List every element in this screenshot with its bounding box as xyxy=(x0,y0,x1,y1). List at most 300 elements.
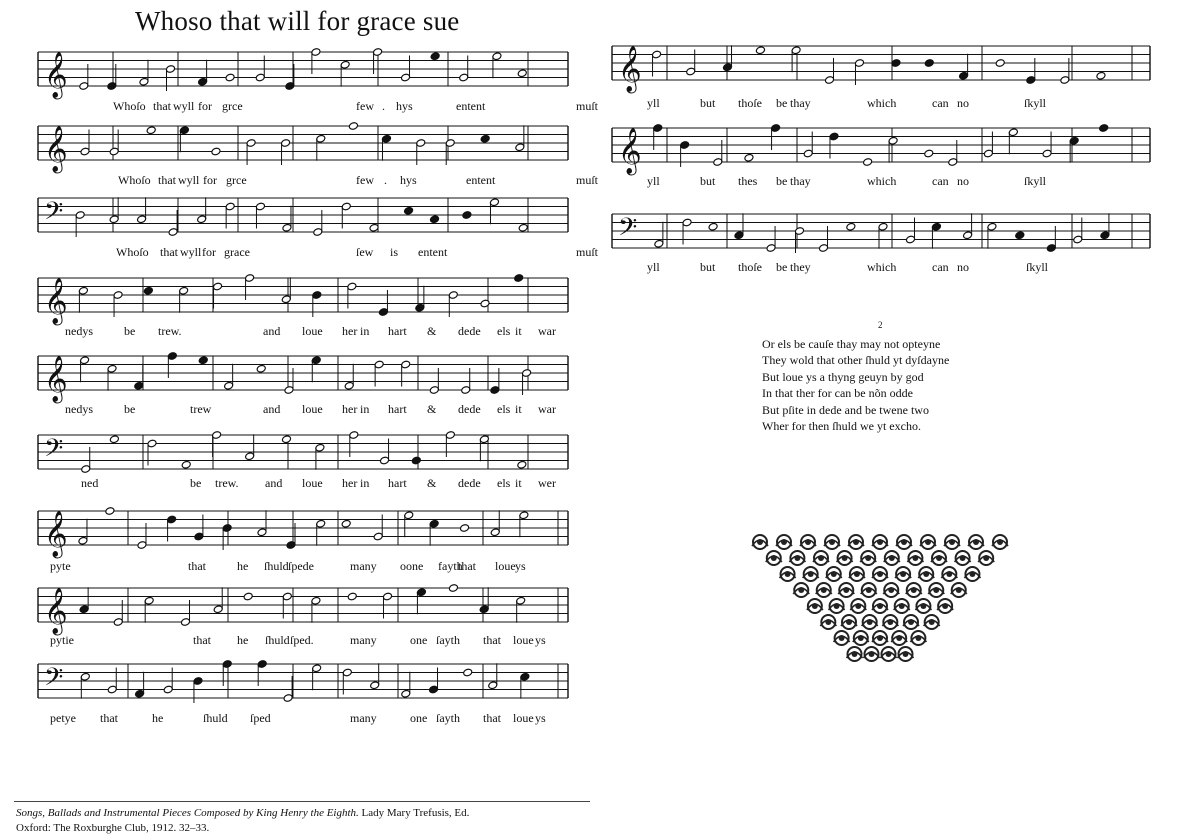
lyric-syllable: wyll xyxy=(173,99,195,113)
ornament-swirl xyxy=(882,615,898,629)
ornament-swirl xyxy=(955,551,971,565)
ornament-swirl xyxy=(829,599,845,613)
note xyxy=(462,211,472,220)
lyric-syllable: grce xyxy=(222,99,243,113)
lyric-syllable: trew. xyxy=(158,324,182,338)
note xyxy=(520,672,530,698)
note xyxy=(1100,213,1110,239)
clef-icon: 𝄞 xyxy=(44,356,68,402)
system-4-voice-2-staff xyxy=(612,126,1150,174)
clef-icon: 𝄞 xyxy=(44,511,68,557)
ornament-swirl xyxy=(826,567,842,581)
lyric-syllable: ſew xyxy=(356,245,374,259)
note xyxy=(516,596,526,622)
verse-line: Or els be cauſe thay may not opteyne xyxy=(762,337,941,351)
note xyxy=(492,52,502,78)
lyric-syllable: els xyxy=(497,402,511,416)
lyric-syllable: thay xyxy=(790,174,811,188)
note xyxy=(479,587,489,613)
note xyxy=(1069,136,1079,162)
citation-publisher: Oxford: The Roxburghe Club, 1912. 32–33. xyxy=(16,822,210,834)
ornament-swirl xyxy=(931,551,947,565)
lyric-syllable: hart xyxy=(388,476,407,490)
note xyxy=(381,134,391,160)
note xyxy=(348,122,358,131)
citation xyxy=(16,806,469,836)
lyric-syllable: one xyxy=(410,633,428,647)
lyric-syllable: her xyxy=(342,402,358,416)
lyric-syllable: trew. xyxy=(215,476,239,490)
lyric-syllable: that xyxy=(193,633,211,647)
lyric-syllable: can xyxy=(932,174,949,188)
lyric-syllable: thoſe xyxy=(738,96,762,110)
note xyxy=(518,223,528,232)
system-1-voice-1-staff xyxy=(38,50,568,98)
lyric-syllable: that xyxy=(458,559,476,573)
ornament-swirl xyxy=(906,583,922,597)
lyric-syllable: grce xyxy=(226,173,247,187)
system-1-voice-2-staff xyxy=(38,124,568,172)
note xyxy=(370,663,380,689)
lyric-syllable: be xyxy=(124,402,136,416)
note xyxy=(256,364,266,373)
clef-icon: 𝄢 xyxy=(44,197,64,232)
note xyxy=(416,588,426,614)
clef-icon: 𝄞 xyxy=(44,278,68,324)
note xyxy=(243,592,253,601)
lyric-syllable: oone xyxy=(400,559,424,573)
note xyxy=(78,519,88,545)
note xyxy=(517,69,527,78)
note xyxy=(488,663,498,689)
clef-icon: 𝄢 xyxy=(44,663,64,698)
lyric-syllable: entent xyxy=(418,245,448,259)
note xyxy=(515,125,525,151)
system-4-voice-1-staff xyxy=(612,44,1150,92)
note xyxy=(924,59,934,68)
ornament-swirl xyxy=(881,647,897,661)
ornament-swirl xyxy=(928,583,944,597)
system-4-voice-3-lyrics xyxy=(612,260,1150,276)
lyric-syllable: dede xyxy=(458,324,481,338)
note xyxy=(143,286,153,295)
ornament-swirl xyxy=(853,631,869,645)
lyric-syllable: and xyxy=(263,324,281,338)
ornament-swirl xyxy=(793,583,809,597)
note xyxy=(430,52,440,61)
lyric-syllable: ſkyll xyxy=(1026,260,1049,274)
lyric-syllable: & xyxy=(427,476,437,490)
lyric-syllable: trew xyxy=(190,402,212,416)
lyric-syllable: wyll xyxy=(180,245,202,259)
lyric-syllable: hart xyxy=(388,402,407,416)
ornament-swirl xyxy=(937,599,953,613)
lyric-syllable: hart xyxy=(388,324,407,338)
lyric-syllable: dede xyxy=(458,402,481,416)
system-2-voice-2-staff xyxy=(38,354,568,402)
lyric-syllable: many xyxy=(350,711,377,725)
lyric-syllable: he xyxy=(237,559,249,573)
lyric-syllable: ſhuld xyxy=(203,711,228,725)
lyric-syllable: no xyxy=(957,96,969,110)
note xyxy=(316,134,326,160)
ornament-swirl xyxy=(884,551,900,565)
lyric-syllable: loue xyxy=(513,633,534,647)
ornament-swirl xyxy=(872,599,888,613)
note xyxy=(341,519,351,528)
note xyxy=(311,356,321,382)
lyric-syllable: for xyxy=(202,245,216,259)
system-2-voice-3-staff xyxy=(38,433,568,471)
ornament-swirl xyxy=(766,551,782,565)
note xyxy=(257,510,267,536)
clef-icon: 𝄢 xyxy=(44,434,64,469)
lyric-syllable: muſt xyxy=(576,245,599,259)
lyric-syllable: many xyxy=(350,633,377,647)
lyric-syllable: one xyxy=(410,711,428,725)
ornament-swirl xyxy=(776,535,792,549)
note xyxy=(490,510,500,536)
system-3-voice-1-lyrics xyxy=(38,559,568,575)
lyric-syllable: hys xyxy=(396,99,413,113)
ornament-swirl xyxy=(872,567,888,581)
lyric-syllable: be xyxy=(124,324,136,338)
lyric-syllable: that xyxy=(483,711,501,725)
lyric-syllable: yll xyxy=(647,96,660,110)
verse-line: They wold that other ſhuld yt dyſdayne xyxy=(762,353,950,368)
note xyxy=(198,356,208,365)
note xyxy=(80,356,90,382)
lyric-syllable: which xyxy=(867,96,897,110)
lyric-syllable: entent xyxy=(466,173,496,187)
lyric-syllable: that xyxy=(153,99,171,113)
lyric-syllable: in xyxy=(360,402,370,416)
note xyxy=(1008,128,1018,154)
ornament-swirl xyxy=(816,583,832,597)
ornament-swirl xyxy=(968,535,984,549)
ornament-swirl xyxy=(894,599,910,613)
lyric-syllable: but xyxy=(700,96,716,110)
decorative-ornament xyxy=(748,532,1012,676)
ornament-swirl xyxy=(807,599,823,613)
lyric-syllable: wyll xyxy=(178,173,200,187)
lyric-syllable: els xyxy=(497,476,511,490)
note xyxy=(281,435,291,444)
note xyxy=(931,222,941,248)
ornament-swirl xyxy=(841,615,857,629)
ornament-swirl xyxy=(850,599,866,613)
note xyxy=(213,587,223,613)
lyric-syllable: but xyxy=(700,260,716,274)
system-3-voice-3-lyrics xyxy=(38,711,568,727)
note xyxy=(197,197,207,223)
note xyxy=(846,222,856,231)
note xyxy=(519,511,529,537)
ornament-swirl xyxy=(896,535,912,549)
lyric-syllable: loue xyxy=(302,476,323,490)
note xyxy=(311,596,321,622)
note xyxy=(404,206,414,215)
note xyxy=(78,286,88,312)
clef-icon: 𝄢 xyxy=(618,213,638,248)
ornament-swirl xyxy=(813,551,829,565)
clef-icon: 𝄞 xyxy=(618,128,642,174)
note xyxy=(415,286,425,312)
ornament-swirl xyxy=(752,535,768,549)
ornament-swirl xyxy=(872,631,888,645)
lyric-syllable: be xyxy=(190,476,202,490)
system-1-voice-1-lyrics xyxy=(38,99,599,115)
system-3-voice-3-staff xyxy=(38,662,568,700)
note xyxy=(987,222,997,248)
ornament-swirl xyxy=(903,615,919,629)
lyric-syllable: few xyxy=(356,99,374,113)
ornament-swirl xyxy=(910,631,926,645)
lyric-syllable: for xyxy=(198,99,212,113)
citation-editor: Lady Mary Trefusis, Ed. xyxy=(361,807,470,819)
note xyxy=(708,222,718,231)
system-3-voice-2-staff xyxy=(38,586,568,634)
system-3-voice-1-staff xyxy=(38,509,568,557)
note xyxy=(109,197,119,223)
ornament-swirl xyxy=(895,567,911,581)
ornament-swirl xyxy=(872,535,888,549)
note xyxy=(137,197,147,223)
system-2-voice-1-staff xyxy=(38,276,568,324)
ornament-swirl xyxy=(861,583,877,597)
lyric-syllable: ſhuld xyxy=(265,633,290,647)
lyric-syllable: ſayth xyxy=(436,711,460,725)
lyric-syllable: thoſe xyxy=(738,260,762,274)
lyric-syllable: nedys xyxy=(65,324,93,338)
verse-line: But loue ys a thyng geuyn by god xyxy=(762,369,924,384)
note xyxy=(225,73,235,82)
lyric-syllable: muſt xyxy=(576,99,599,113)
lyric-syllable: Whoſo xyxy=(116,245,149,259)
note xyxy=(480,299,490,308)
lyric-syllable: loue xyxy=(302,402,323,416)
note xyxy=(480,134,490,143)
lyric-syllable: ſpede xyxy=(288,559,314,573)
ornament-swirl xyxy=(915,599,931,613)
citation-rule xyxy=(14,801,590,802)
note xyxy=(245,434,255,460)
note xyxy=(224,364,234,390)
ornament-swirl xyxy=(803,567,819,581)
lyric-syllable: . xyxy=(382,99,385,113)
lyric-syllable: he xyxy=(237,633,249,647)
note xyxy=(723,45,733,71)
lyric-syllable: it xyxy=(515,476,522,490)
lyric-syllable: loue xyxy=(513,711,534,725)
ornament-swirl xyxy=(838,583,854,597)
note xyxy=(517,460,527,469)
lyric-syllable: els xyxy=(497,324,511,338)
lyric-syllable: ſayth xyxy=(436,633,460,647)
ornament-swirl xyxy=(824,535,840,549)
lyric-syllable: it xyxy=(515,402,522,416)
ornament-swirl xyxy=(944,535,960,549)
note xyxy=(744,153,754,162)
lyric-syllable: petye xyxy=(50,711,76,725)
clef-icon: 𝄞 xyxy=(44,588,68,634)
system-1-voice-2-lyrics xyxy=(38,173,599,189)
lyric-syllable: it xyxy=(515,324,522,338)
lyric-syllable: and xyxy=(265,476,283,490)
note xyxy=(135,672,145,698)
note xyxy=(429,519,439,545)
lyric-syllable: no xyxy=(957,174,969,188)
note xyxy=(878,222,888,248)
lyric-syllable: her xyxy=(342,476,358,490)
verse-number: 2 xyxy=(878,320,883,330)
note xyxy=(755,46,765,55)
note xyxy=(134,364,144,390)
note xyxy=(315,443,325,469)
note xyxy=(312,664,322,690)
note xyxy=(79,587,89,613)
verse-line: In that ther for can be nõn odde xyxy=(762,386,913,401)
note xyxy=(316,519,326,545)
note xyxy=(514,274,524,283)
ornament-swirl xyxy=(860,551,876,565)
lyric-syllable: that xyxy=(188,559,206,573)
ornament-swirl xyxy=(864,647,880,661)
lyric-syllable: yll xyxy=(647,174,660,188)
note xyxy=(1096,71,1106,80)
lyric-syllable: in xyxy=(360,476,370,490)
lyric-syllable: & xyxy=(427,324,437,338)
song-title: Whoso that will for grace sue xyxy=(135,6,460,36)
ornament-swirl xyxy=(820,615,836,629)
lyric-syllable: many xyxy=(350,559,377,573)
lyric-syllable: her xyxy=(342,324,358,338)
lyric-syllable: nedys xyxy=(65,402,93,416)
lyric-syllable: ys xyxy=(535,711,546,725)
lyric-syllable: be xyxy=(776,174,788,188)
note xyxy=(489,198,499,224)
note xyxy=(863,158,873,167)
lyric-syllable: ſped xyxy=(250,711,271,725)
ornament-swirl xyxy=(924,615,940,629)
lyric-syllable: muſt xyxy=(576,173,599,187)
note xyxy=(460,524,470,533)
system-4-voice-3-staff xyxy=(612,212,1150,250)
note xyxy=(791,46,801,72)
lyric-syllable: ys xyxy=(535,633,546,647)
note xyxy=(139,60,149,86)
note xyxy=(146,126,156,135)
note xyxy=(654,222,664,248)
note xyxy=(181,460,191,469)
note xyxy=(1099,124,1109,133)
ornament-swirl xyxy=(941,567,957,581)
system-2-voice-2-lyrics xyxy=(38,402,568,418)
citation-title: Songs, Ballads and Instrumental Pieces Composed by King Henry the Eighth. xyxy=(16,807,359,819)
ornament-swirl xyxy=(862,615,878,629)
lyric-syllable: loue xyxy=(495,559,516,573)
lyric-syllable: that xyxy=(160,245,178,259)
ornament-swirl xyxy=(834,631,850,645)
verse-line: Wher for then ſhuld we yt excho. xyxy=(762,419,921,434)
lyric-syllable: ſkyll xyxy=(1024,174,1047,188)
lyric-syllable: he xyxy=(152,711,164,725)
lyric-syllable: . xyxy=(384,173,387,187)
note xyxy=(411,456,421,465)
ornament-swirl xyxy=(951,583,967,597)
lyric-syllable: and xyxy=(263,402,281,416)
lyric-syllable: for xyxy=(203,173,217,187)
system-1-voice-3-staff xyxy=(38,196,568,234)
lyric-syllable: entent xyxy=(456,99,486,113)
lyric-syllable: Whoſo xyxy=(118,173,151,187)
ornament-swirl xyxy=(907,551,923,565)
lyric-syllable: they xyxy=(790,260,811,274)
note xyxy=(211,147,221,156)
note xyxy=(404,511,414,537)
lyric-syllable: be xyxy=(776,260,788,274)
ornament-swirl xyxy=(891,631,907,645)
note xyxy=(281,277,291,303)
lyric-syllable: wer xyxy=(538,476,556,490)
lyric-syllable: pytie xyxy=(50,633,74,647)
lyric-syllable: war xyxy=(538,324,556,338)
note xyxy=(1015,231,1025,240)
lyric-syllable: can xyxy=(932,260,949,274)
verse-line: But pſite in dede and be twene two xyxy=(762,402,929,417)
note xyxy=(734,213,744,239)
lyric-syllable: in xyxy=(360,324,370,338)
system-3-voice-2-lyrics xyxy=(38,633,568,649)
lyric-syllable: few xyxy=(356,173,374,187)
lyric-syllable: thes xyxy=(738,174,758,188)
ornament-swirl xyxy=(780,567,796,581)
note xyxy=(107,364,117,390)
lyric-syllable: fayth xyxy=(438,559,463,573)
lyric-syllable: be xyxy=(776,96,788,110)
ornament-swirl xyxy=(789,551,805,565)
lyric-syllable: ned xyxy=(81,476,99,490)
lyric-syllable: which xyxy=(867,174,897,188)
lyric-syllable: no xyxy=(957,260,969,274)
lyric-syllable: Whoſo xyxy=(113,99,146,113)
note xyxy=(144,596,154,622)
note xyxy=(347,592,357,601)
note xyxy=(105,507,115,516)
note xyxy=(924,149,934,158)
system-4-voice-1-lyrics xyxy=(612,96,1150,112)
lyric-syllable: loue xyxy=(302,324,323,338)
lyric-syllable: grace xyxy=(224,245,250,259)
note xyxy=(401,672,411,698)
ornament-swirl xyxy=(992,535,1008,549)
note xyxy=(179,286,189,312)
lyric-syllable: ſkyll xyxy=(1024,96,1047,110)
ornament-swirl xyxy=(918,567,934,581)
clef-icon: 𝄞 xyxy=(618,46,642,92)
system-2-voice-1-lyrics xyxy=(38,324,568,340)
note xyxy=(888,136,898,162)
lyric-syllable: ys xyxy=(515,559,526,573)
note xyxy=(963,213,973,239)
note xyxy=(179,126,189,152)
system-4-voice-2-lyrics xyxy=(612,174,1150,190)
ornament-swirl xyxy=(920,535,936,549)
note xyxy=(80,672,90,698)
ornament-swirl xyxy=(848,535,864,549)
lyric-syllable: yll xyxy=(647,260,660,274)
ornament-swirl xyxy=(837,551,853,565)
